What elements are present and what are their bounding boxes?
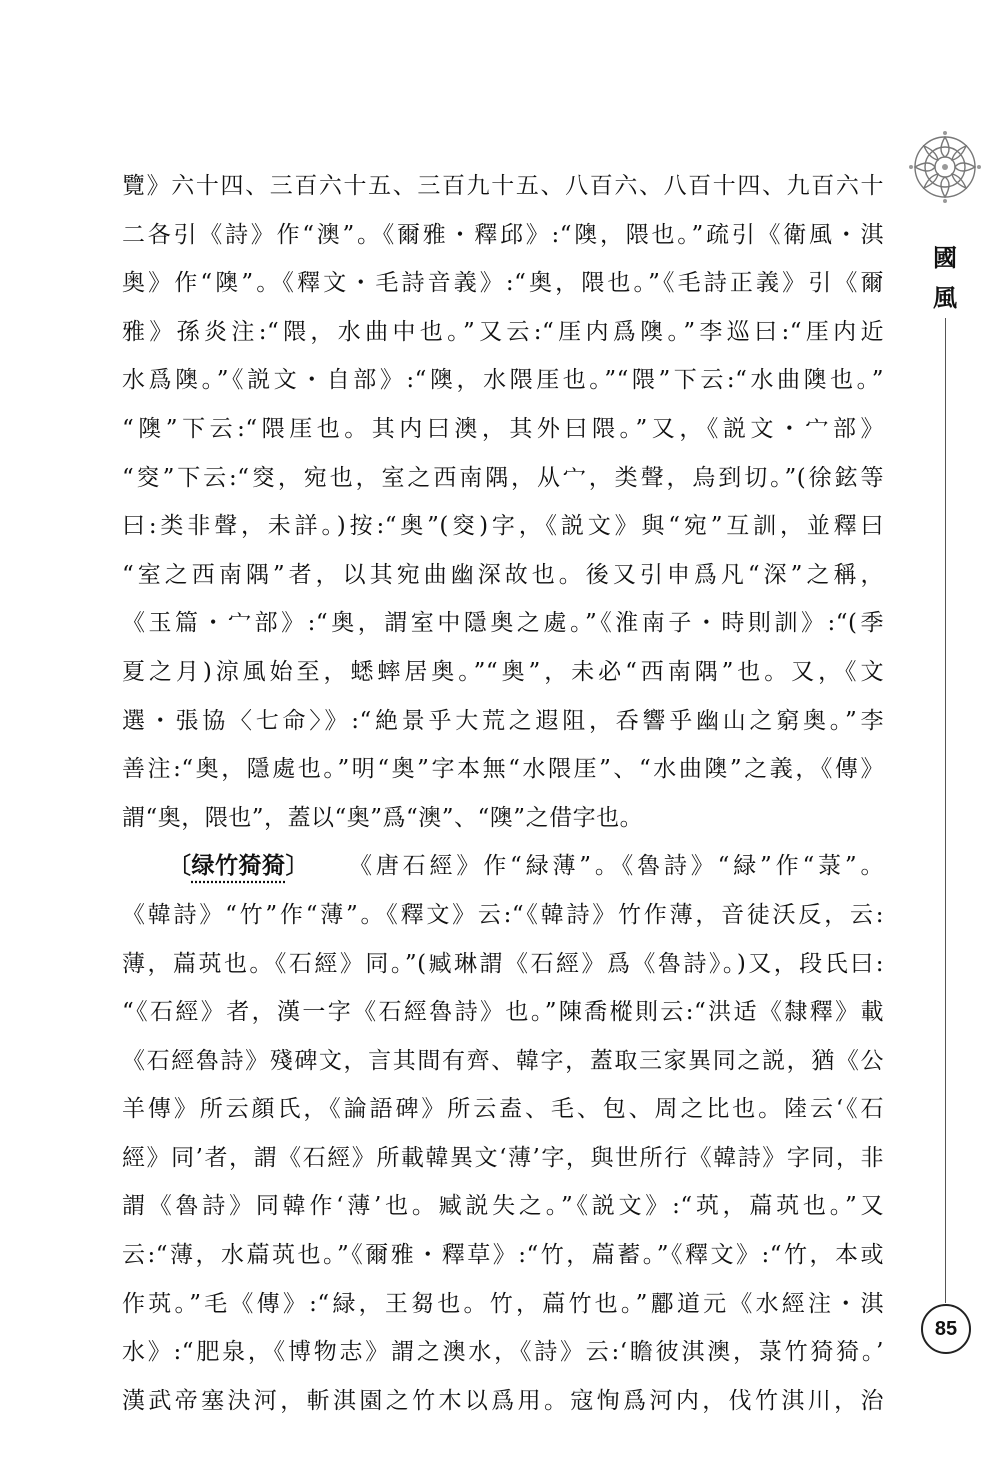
text-line: 雅》孫炎注:“隈，水曲中也。”又云:“厓内爲隩。”李巡曰:“厓内近 xyxy=(122,318,884,345)
text-line: 善注:“奥，隱處也。”明“奥”字本無“水隈厓”、“水曲隩”之義，《傳》 xyxy=(122,756,884,783)
text-line: 薄，萹茿也。《石經》同。”(臧琳謂《石經》爲《魯詩》。)又，段氏曰: xyxy=(122,950,884,977)
text-line: 謂“奥，隈也”，蓋以“奥”爲“澳”、“隩”之借字也。 xyxy=(122,804,644,831)
text-line: 曰:类非聲，未詳。)按:“奥”(窔)字，《説文》與“宛”互訓，並釋曰 xyxy=(122,513,884,540)
text-line: 《玉篇・宀部》:“奥，謂室中隱奥之處。”《淮南子・時則訓》:“(季 xyxy=(122,610,884,637)
section-label: 國風 xyxy=(933,243,957,312)
entry-heading xyxy=(168,842,309,891)
floral-medallion-icon xyxy=(905,127,985,207)
text-line: 水》:“肥泉，《博物志》謂之澳水，《詩》云:‘瞻彼淇澳，菉竹猗猗。’ xyxy=(122,1339,884,1366)
text-line: 《唐石經》作“緑薄”。《魯詩》“緑”作“菉”。 xyxy=(349,853,884,880)
page-number: 85 xyxy=(921,1304,971,1354)
text-line: 《石經魯詩》殘碑文，言其間有齊、韓字，蓋取三家異同之説，猶《公 xyxy=(122,1047,884,1074)
text-line: “隩”下云:“隈厓也。其内曰澳，其外曰隈。”又，《説文・宀部》 xyxy=(122,415,884,442)
text-line: “《石經》者，漢一字《石經魯詩》也。”陳喬樅則云:“洪适《隸釋》載 xyxy=(122,999,884,1026)
text-line: 覽》六十四、三百六十五、三百九十五、八百六、八百十四、九百六十 xyxy=(122,173,884,199)
text-line: 選・張協〈七命〉》:“絶景乎大荒之遐阻，呑響乎幽山之窮奥。”李 xyxy=(122,707,884,734)
heading-term: 绿竹猗猗 xyxy=(191,852,286,880)
text-line: 經》同’者，謂《石經》所載韓異文‘薄’字，與世所行《韓詩》字同，非 xyxy=(122,1144,884,1171)
text-line: 謂《魯詩》同韓作‘薄’也。臧説失之。”《説文》:“茿，萹茿也。”又 xyxy=(122,1193,884,1220)
text-line: 夏之月)涼風始至，蟋蟀居奥。”“奥”，未必“西南隅”也。又，《文 xyxy=(122,658,884,685)
text-line: 水爲隩。”《説文・自部》:“隩，水隈厓也。”“隈”下云:“水曲隩也。” xyxy=(122,367,884,394)
margin-rule xyxy=(945,318,946,1303)
text-line: 作茿。”毛《傳》:“緑，王芻也。竹，萹竹也。”酈道元《水經注・淇 xyxy=(122,1290,884,1317)
text-line: 漢武帝塞決河，斬淇園之竹木以爲用。寇恂爲河内，伐竹淇川，治 xyxy=(122,1387,884,1414)
text-line: 羊傳》所云顔氏，《論語碑》所云盍、毛、包、周之比也。陸云‘《石 xyxy=(122,1096,884,1123)
text-line: 奥》作“隩”。《釋文・毛詩音義》:“奥，隈也。”《毛詩正義》引《爾 xyxy=(122,270,884,297)
text-line: “室之西南隅”者，以其宛曲幽深故也。後又引申爲凡“深”之稱， xyxy=(122,561,884,588)
heading-bracket-open: 〔 xyxy=(168,852,192,880)
heading-bracket-close: 〕 xyxy=(285,852,309,880)
text-line: “窔”下云:“窔，宛也，室之西南隅，从宀，类聲，烏到切。”(徐鉉等 xyxy=(122,464,884,491)
entry-heading-line xyxy=(122,842,884,891)
text-line: 云:“薄，水萹茿也。”《爾雅・釋草》:“竹，萹蓄。”《釋文》:“竹，本或 xyxy=(122,1242,884,1269)
text-line: 二各引《詩》作“澳”。《爾雅・釋邱》:“隩，隈也。”疏引《衛風・淇 xyxy=(122,221,884,248)
main-text xyxy=(122,162,884,1425)
text-line: 《韓詩》“竹”作“薄”。《釋文》云:“《韓詩》竹作薄，音徒沃反，云: xyxy=(122,901,884,928)
